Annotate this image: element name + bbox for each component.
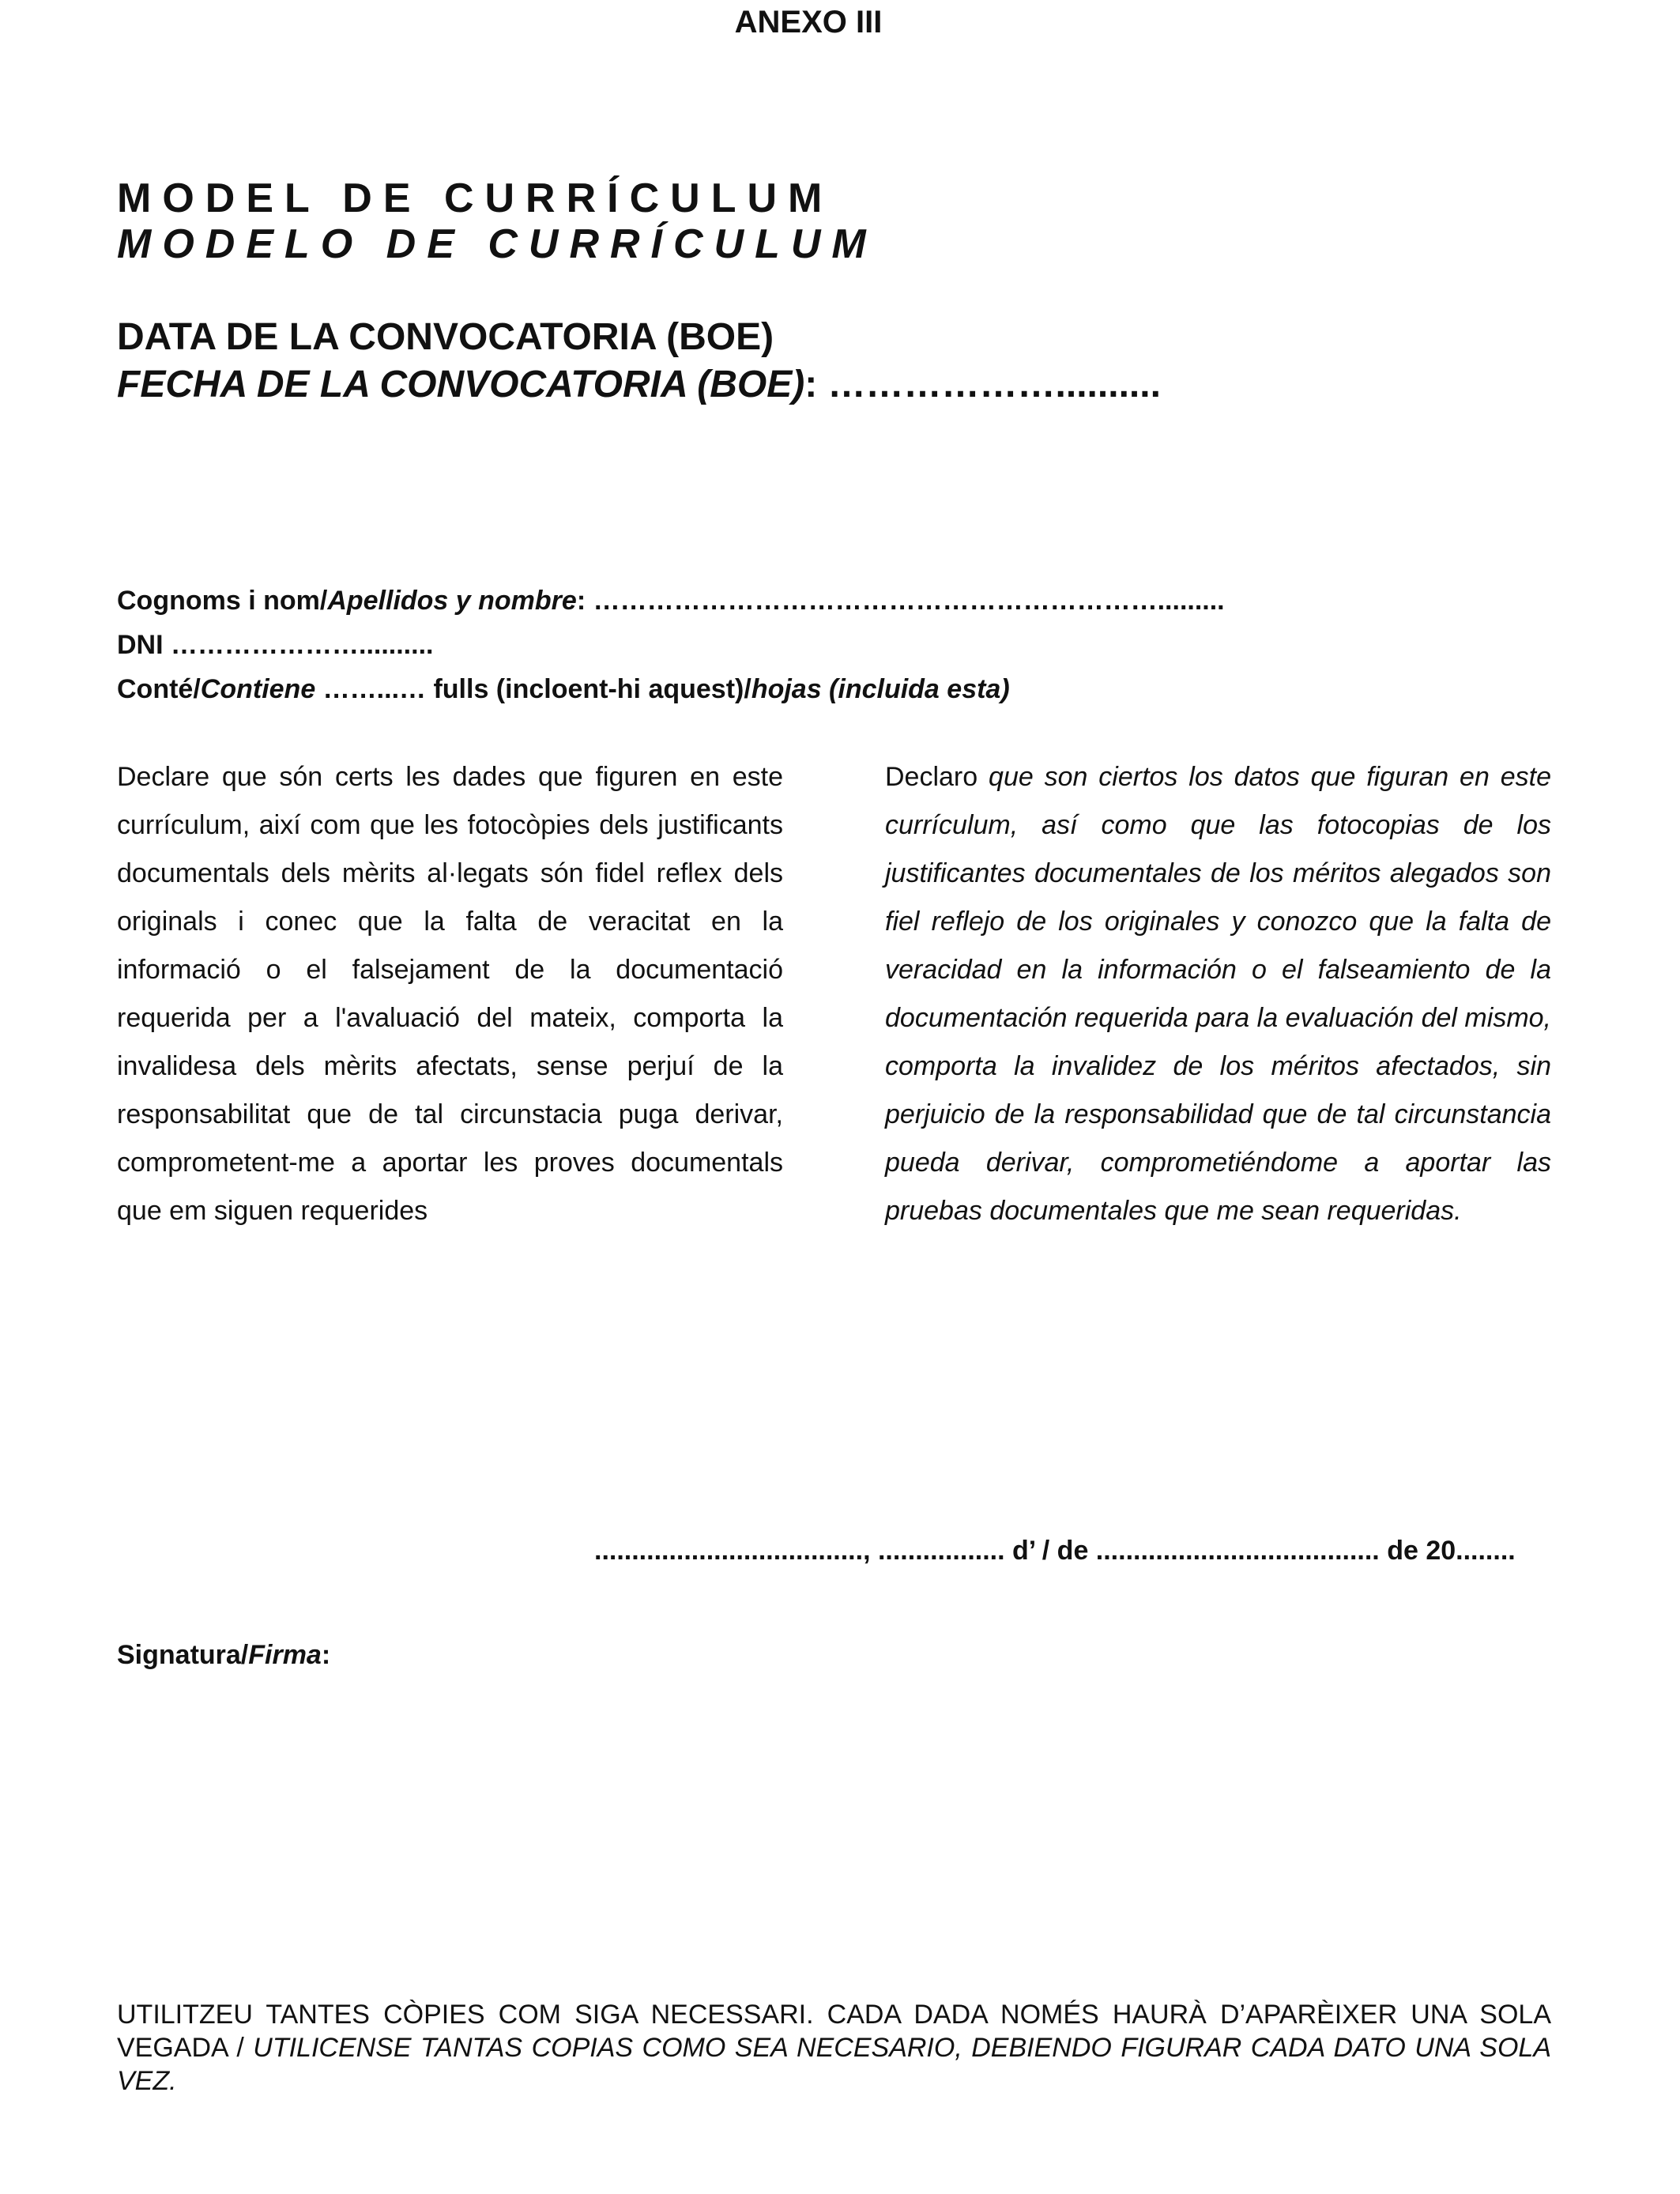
declaration-ca: Declare que són certs les dades que figuren en este currículum, així com que les fotocòpies dels justificants documentals dels mèrits al·legats són fidel reflex dels originals i conec que la falta de veracitat en la informació o el falsejament de la documentació requerida per a l'avaluació del mateix, comporta la invalidesa dels mèrits afectats, sense perjuí de la responsabilitat que de tal circunstacia puga derivar, comprometent-me a aportar les proves documentals que em siguen requerides (117, 762, 783, 1226)
dni-label: DNI (117, 630, 171, 660)
pages-blank: ……...… (315, 674, 434, 704)
declaration-es (885, 753, 1551, 1235)
name-colon: : (576, 586, 593, 616)
place-date-line: ...................................., ................. d’ / de ...................................... de 20........ (594, 1536, 1516, 1566)
convocatoria-date-es (117, 362, 1161, 408)
pages-label-es: Contiene (200, 674, 316, 704)
dni-field (117, 628, 433, 662)
signature-label (117, 1638, 330, 1672)
footer-note (117, 1998, 1551, 2098)
signature-label-es: Firma (248, 1640, 322, 1670)
name-label-es: Apellidos y nombre (327, 586, 577, 616)
declaration-es-lead: Declaro (885, 762, 989, 792)
signature-colon: : (321, 1640, 331, 1670)
convocatoria-date-es-label: FECHA DE LA CONVOCATORIA (BOE) (117, 364, 805, 405)
convocatoria-date-ca: DATA DE LA CONVOCATORIA (BOE) (117, 316, 774, 358)
pages-suffix-es: hojas (incluida esta) (751, 674, 1010, 704)
name-blank: ………………………………………………………......... (593, 586, 1225, 616)
declaration-es-body: que son ciertos los datos que figuran en este currículum, así como que las fotocopias de los justificantes documentales de los méritos alegados son fiel reflejo de los originales y conozco que la falta de veracidad en la información o el falseamiento de la documentación requerida para la evaluación del mismo, comporta la invalidez de los méritos afectados, sin perjuicio de la responsabilidad que de tal circunstancia pueda derivar, comprometiéndome a aportar las pruebas documentales que me sean requeridas. (885, 762, 1551, 1226)
pages-suffix-ca: fulls (incloent-hi aquest)/ (433, 674, 751, 704)
dni-blank: ………………….......... (171, 630, 434, 660)
convocatoria-colon: : (804, 364, 828, 405)
convocatoria-date-blank: ……………….......... (827, 364, 1161, 405)
pages-field (117, 672, 1010, 707)
signature-label-ca: Signatura/ (117, 1640, 249, 1670)
pages-label-ca: Conté/ (117, 674, 201, 704)
footer-note-ca: UTILITZEU TANTES CÒPIES COM SIGA NECESSARI. CADA DADA NOMÉS HAURÀ D’APARÈIXER UNA SOLA VEGADA / (117, 2000, 1551, 2063)
model-title-es: MODELO DE CURRÍCULUM (117, 221, 877, 267)
name-field (117, 583, 1225, 618)
annex-title: ANEXO III (734, 5, 883, 40)
footer-note-es: UTILICENSE TANTAS COPIAS COMO SEA NECESARIO, DEBIENDO FIGURAR CADA DATO UNA SOLA VEZ. (117, 2033, 1552, 2096)
name-label-ca: Cognoms i nom/ (117, 586, 328, 616)
model-title-ca: MODEL DE CURRÍCULUM (117, 175, 834, 221)
